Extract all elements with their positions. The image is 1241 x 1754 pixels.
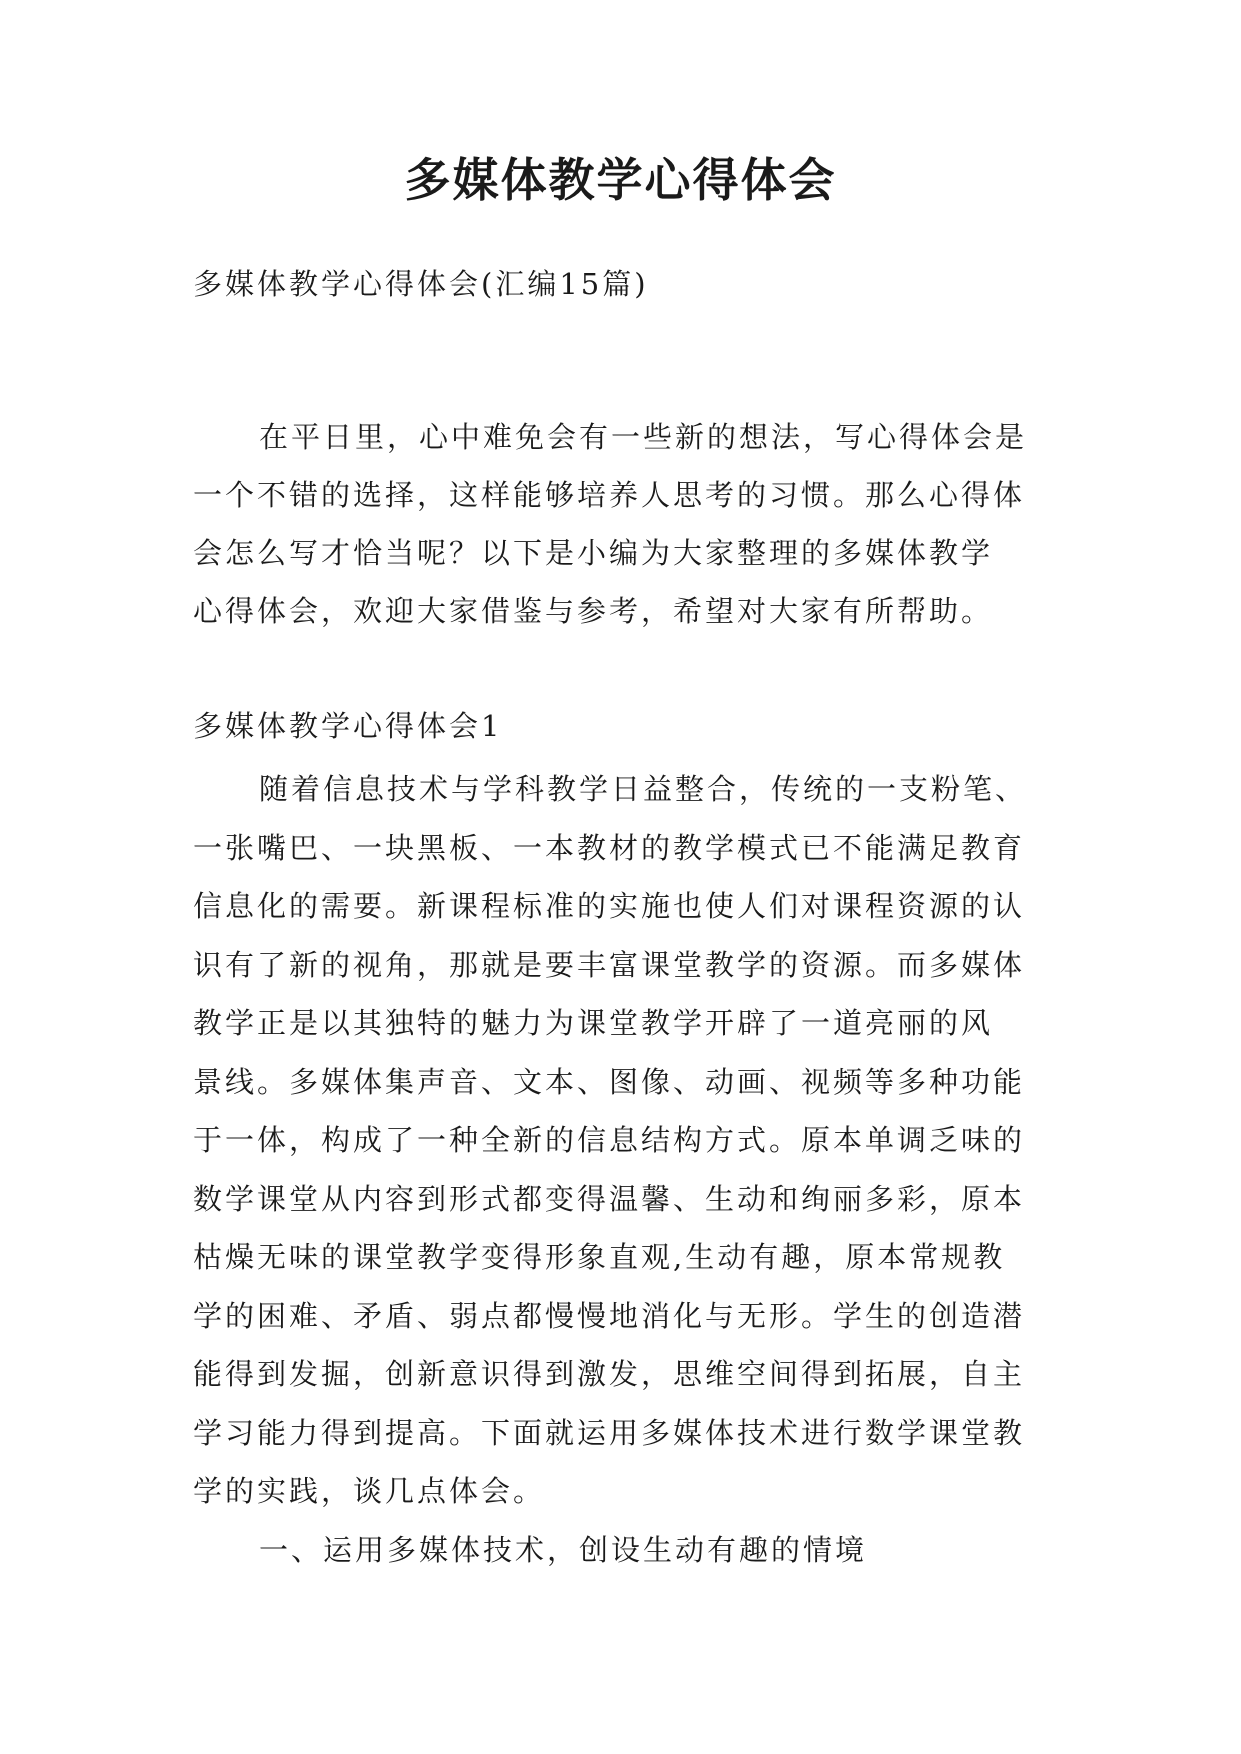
document-subtitle: 多媒体教学心得体会(汇编15篇)	[193, 267, 649, 301]
intro-line: 会怎么写才恰当呢？以下是小编为大家整理的多媒体教学	[193, 536, 994, 570]
section-line: 枯燥无味的课堂教学变得形象直观,生动有趣，原本常规教	[193, 1240, 1006, 1274]
section-line: 于一体，构成了一种全新的信息结构方式。原本单调乏味的	[193, 1123, 1026, 1157]
intro-line: 在平日里，心中难免会有一些新的想法，写心得体会是	[259, 420, 1028, 454]
section-line: 数学课堂从内容到形式都变得温馨、生动和绚丽多彩，原本	[193, 1181, 1026, 1216]
intro-line: 一个不错的选择，这样能够培养人思考的习惯。那么心得体	[193, 478, 1026, 512]
section-line: 学的困难、矛盾、弱点都慢慢地消化与无形。学生的创造潜	[193, 1298, 1026, 1333]
section-line: 能得到发掘，创新意识得到激发，思维空间得到拓展，自主	[193, 1357, 1026, 1391]
section-heading: 多媒体教学心得体会1	[193, 709, 503, 743]
section-paragraph	[193, 760, 1073, 1579]
page-title: 多媒体教学心得体会	[404, 153, 837, 207]
section-line: 信息化的需要。新课程标准的实施也使人们对课程资源的认	[193, 889, 1026, 923]
section-line: 景线。多媒体集声音、文本、图像、动画、视频等多种功能	[193, 1064, 1026, 1099]
section-line: 一张嘴巴、一块黑板、一本教材的教学模式已不能满足教育	[193, 830, 1026, 865]
subsection-heading: 一、运用多媒体技术，创设生动有趣的情境	[259, 1532, 868, 1567]
intro-line: 心得体会，欢迎大家借鉴与参考，希望对大家有所帮助。	[193, 594, 994, 628]
section-line: 随着信息技术与学科教学日益整合，传统的一支粉笔、	[259, 772, 1028, 806]
section-line: 识有了新的视角，那就是要丰富课堂教学的资源。而多媒体	[193, 947, 1026, 982]
section-line: 学的实践，谈几点体会。	[193, 1474, 546, 1508]
section-line: 学习能力得到提高。下面就运用多媒体技术进行数学课堂教	[193, 1415, 1026, 1450]
intro-paragraph	[193, 408, 1073, 640]
section-line: 教学正是以其独特的魅力为课堂教学开辟了一道亮丽的风	[193, 1006, 994, 1040]
